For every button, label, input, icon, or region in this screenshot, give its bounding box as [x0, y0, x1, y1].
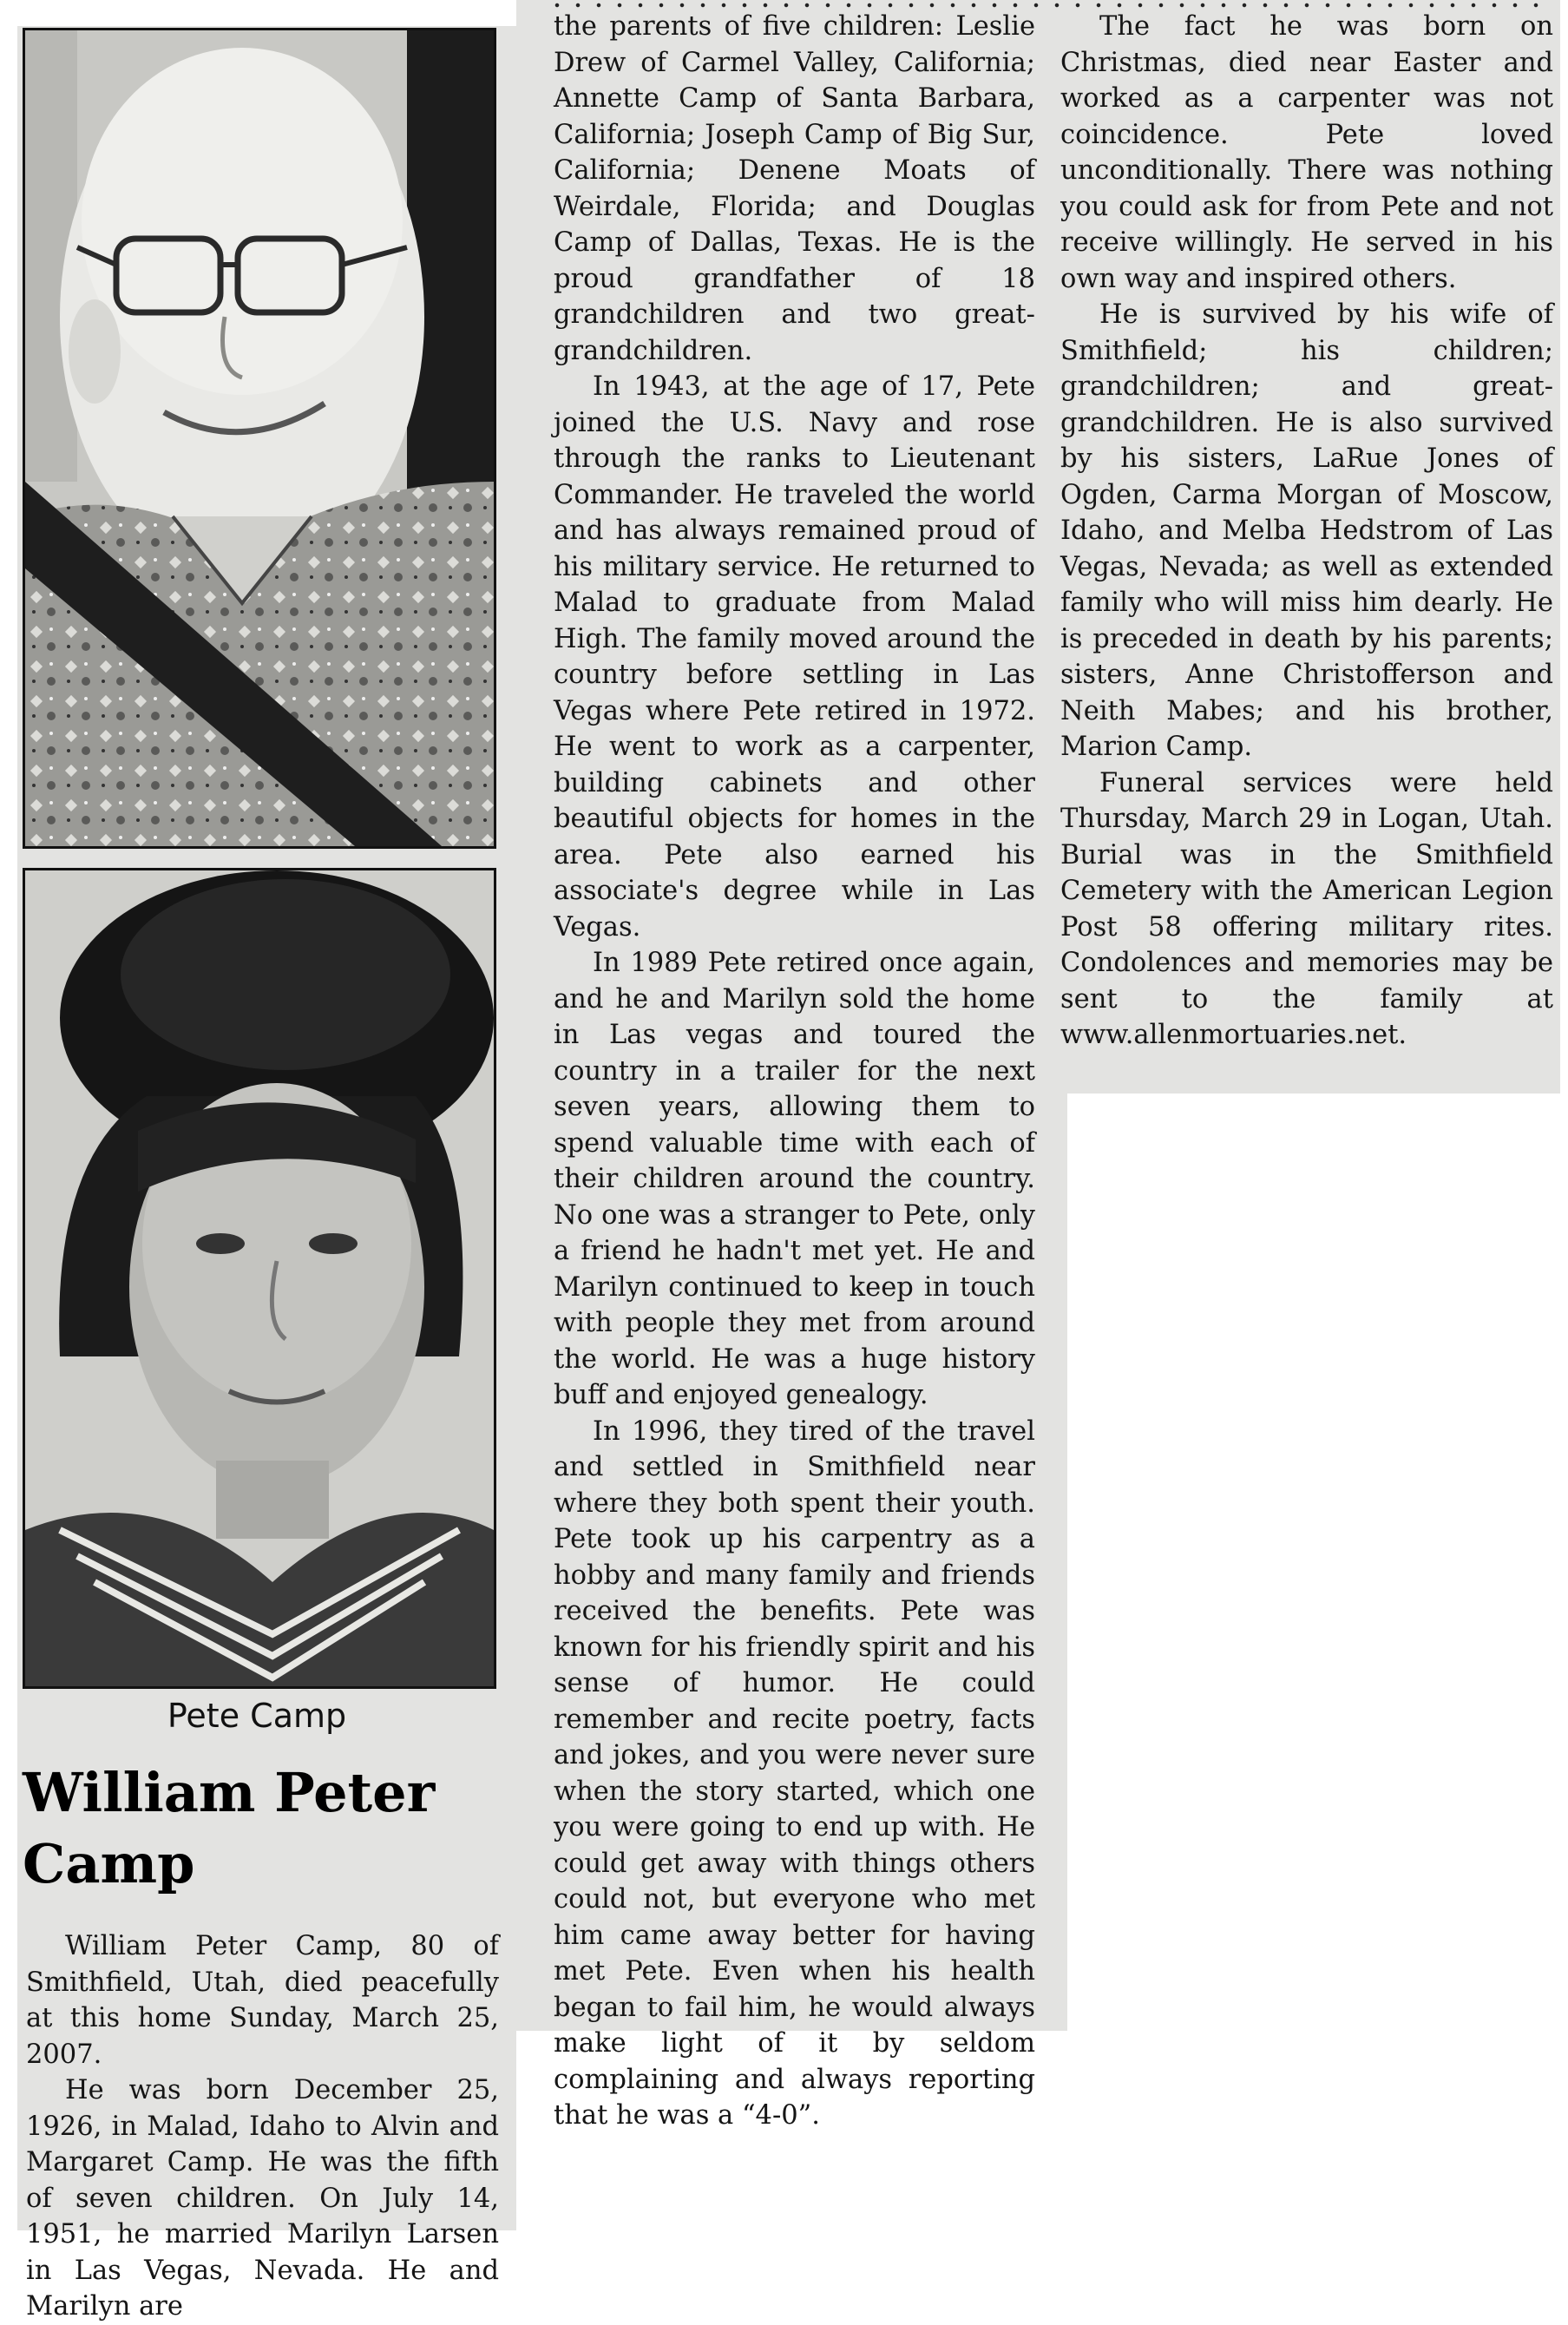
paragraph-death-notice: William Peter Camp, 80 of Smithfield, Utah, died peacefully at this home Sunday, March 25, 2007. [26, 1931, 499, 2070]
photo-older-portrait [23, 28, 496, 849]
paragraph-funeral-services: Funeral services were held Thursday, March 29 in Logan, Utah. Burial was in the Smithfield Cemetery with the American Legion Post 58 offering military rites. Condolences and memories may be sent to the family at www.allenmortuaries.net. [1060, 767, 1553, 1050]
photo-caption: Pete Camp [167, 1697, 347, 1735]
column-middle-text [554, 9, 1035, 2134]
photo-young-sailor-portrait [23, 868, 496, 1689]
paragraph-navy-career: In 1943, at the age of 17, Pete joined the U.S. Navy and rose through the ranks to Lieutenant Commander. He traveled the world and has always remained proud of his military service. He returned to Malad to graduate from Malad High. The family moved around the country before settling in Las Vegas where Pete retired in 1972. He went to work as a carpenter, building cabinets and other beautiful objects for homes in the area. Pete also earned his associate's degree while in Las Vegas. [554, 371, 1035, 942]
column-right-text [1060, 9, 1553, 1054]
paragraph-children: the parents of five children: Leslie Drew of Carmel Valley, California; Annette Camp of Santa Barbara, California; Joseph Camp of Big Sur, California; Denene Moats of Weirdale, Florida; and Douglas Camp of Dallas, Texas. He is the proud grandfather of 18 grandchildren and two great-grandchildren. [554, 11, 1035, 366]
paragraph-character: The fact he was born on Christmas, died near Easter and worked as a carpenter was not coincidence. Pete loved unconditionally. There was nothing you could ask for from Pete and not receive willingly. He served in his own way and inspired others. [1060, 11, 1553, 294]
column-left-text [26, 1928, 499, 2325]
obituary-headline: William Peter Camp [23, 1761, 436, 1895]
paragraph-survivors: He is survived by his wife of Smithfield; his children; grandchildren; and great-grandchildren. He is also survived by his sisters, LaRue Jones of Ogden, Carma Morgan of Moscow, Idaho, and Melba Hedstrom of Las Vegas, Nevada; as well as extended family who will miss him dearly. He is preceded in death by his parents; sisters, Anne Christofferson and Neith Mabes; and his brother, Marion Camp. [1060, 299, 1553, 762]
paragraph-smithfield-years: In 1996, they tired of the travel and settled in Smithfield near where they both spent their youth. Pete took up his carpentry as a hobby and many family and friends received the benefits. Pete was known for his friendly spirit and his sense of humor. He could remember and recite poetry, facts and jokes, and you were never sure when the story started, which one you were going to end up with. He could get away with things others could not, but everyone who met him came away better for having met Pete. Even when his health began to fail him, he would always make light of it by seldom complaining and always reporting that he was a “4-0”. [554, 1415, 1035, 2131]
paragraph-birth-family: He was born December 25, 1926, in Malad, Idaho to Alvin and Margaret Camp. He was the fifth of seven children. On July 14, 1951, he married Marilyn Larsen in Las Vegas, Nevada. He and Marilyn are [26, 2075, 499, 2322]
paragraph-retirement-travel: In 1989 Pete retired once again, and he and Marilyn sold the home in Las vegas and toured the country in a trailer for the next seven years, allowing them to spend valuable time with each of their children around the country. No one was a stranger to Pete, only a friend he hadn't met yet. He and Marilyn continued to keep in touch with people they met from around the world. He was a huge history buff and enjoyed genealogy. [554, 948, 1035, 1410]
